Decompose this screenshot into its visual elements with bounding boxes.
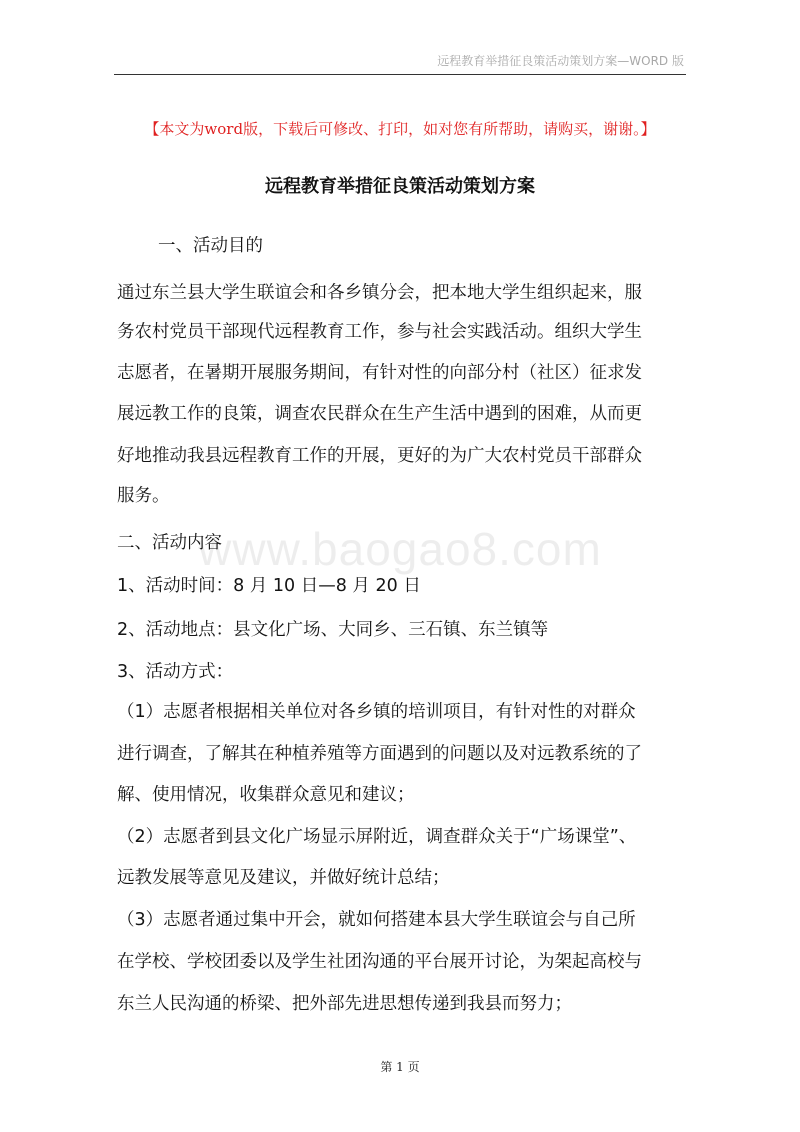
list-item-location: 2、活动地点：县文化广场、大同乡、三石镇、东兰镇等	[117, 620, 549, 640]
header-divider	[114, 74, 686, 75]
method-item-2: （2）志愿者到县文化广场显示屏附近，调查群众关于“广场课堂”、	[117, 827, 637, 847]
paragraph-line: 好地推动我县远程教育工作的开展，更好的为广大农村党员干部群众	[117, 446, 642, 466]
running-header: 远程教育举措征良策活动策划方案—WORD 版	[437, 54, 684, 68]
download-notice: 【本文为word版，下载后可修改、打印，如对您有所帮助，请购买，谢谢。】	[144, 120, 656, 138]
paragraph-line: 解、使用情况，收集群众意见和建议；	[117, 785, 415, 805]
paragraph-line: 展远教工作的良策，调查农民群众在生产生活中遇到的困难，从而更	[117, 404, 642, 424]
paragraph-line: 东兰人民沟通的桥梁、把外部先进思想传递到我县而努力；	[117, 994, 572, 1014]
section-heading-content: 二、活动内容	[117, 533, 222, 553]
paragraph-line: 进行调查，了解其在种植养殖等方面遇到的问题以及对远教系统的了	[117, 744, 642, 764]
page-number: 第 1 页	[380, 1060, 420, 1074]
paragraph-line: 远教发展等意见及建议，并做好统计总结；	[117, 868, 450, 888]
paragraph-line: 服务。	[117, 486, 170, 506]
paragraph-line: 通过东兰县大学生联谊会和各乡镇分会，把本地大学生组织起来，服	[117, 283, 642, 303]
paragraph-line: 在学校、学校团委以及学生社团沟通的平台展开讨论，为架起高校与	[117, 952, 642, 972]
method-item-1: （1）志愿者根据相关单位对各乡镇的培训项目，有针对性的对群众	[117, 702, 636, 722]
list-item-method: 3、活动方式：	[117, 662, 234, 682]
document-title: 远程教育举措征良策活动策划方案	[265, 176, 535, 197]
paragraph-line: 志愿者，在暑期开展服务期间，有针对性的向部分村（社区）征求发	[117, 363, 642, 383]
watermark: www.baogao8.com	[198, 523, 602, 575]
list-item-time: 1、活动时间：8 月 10 日—8 月 20 日	[117, 576, 421, 596]
section-heading-purpose: 一、活动目的	[158, 236, 263, 256]
method-item-3: （3）志愿者通过集中开会，就如何搭建本县大学生联谊会与自己所	[117, 910, 636, 930]
paragraph-line: 务农村党员干部现代远程教育工作，参与社会实践活动。组织大学生	[117, 322, 642, 342]
